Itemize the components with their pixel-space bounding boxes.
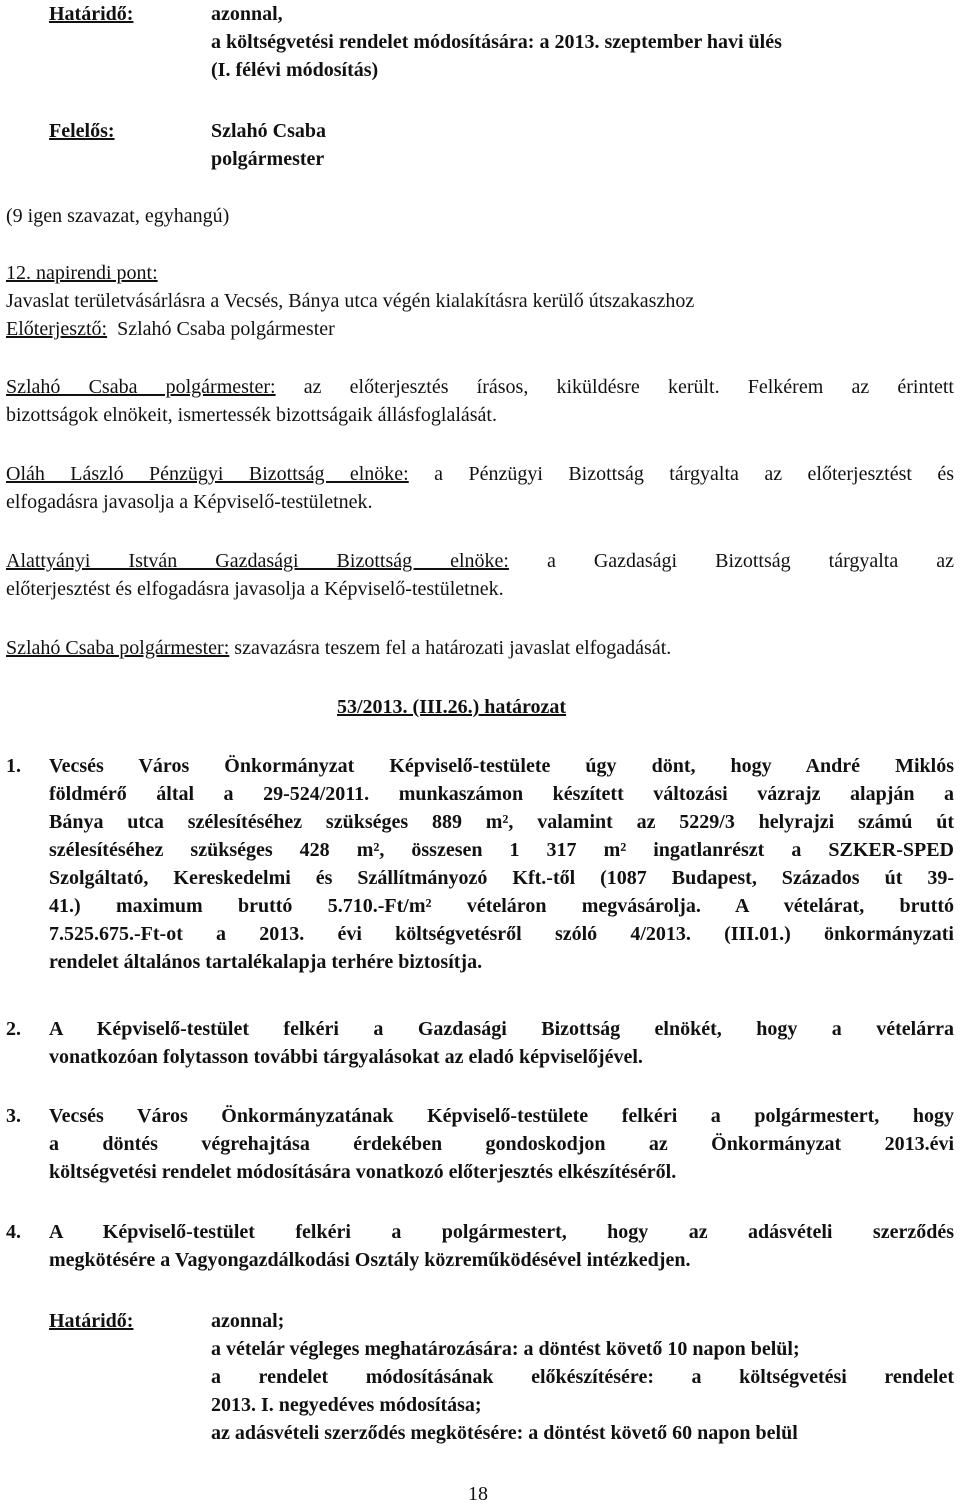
top-responsible-label: Felelős:: [49, 120, 115, 142]
item-line: földmérő által a 29-524/2011. munkaszámon készített változási vázrajz alapján a: [49, 783, 954, 805]
speaker: Alattyányi István Gazdasági Bizottság elnöke:: [6, 550, 509, 572]
statement-line: Szlahó Csaba polgármester: az előterjesztés írásos, kiküldésre került. Felkérem az érintett: [6, 376, 954, 398]
presenter-label: Előterjesztő:: [6, 318, 108, 340]
item-line: Vecsés Város Önkormányzat Képviselő-testülete úgy dönt, hogy André Miklós: [49, 755, 954, 777]
item-line: 41.) maximum bruttó 5.710.-Ft/m² vételáron megvásárolja. A vételárat, bruttó: [49, 895, 954, 917]
statement-mayor-vote: [6, 634, 954, 662]
top-responsible-title: polgármester: [211, 148, 325, 170]
item-line: rendelet általános tartalékalapja terhére biztosítja.: [49, 951, 483, 973]
speaker: Oláh László Pénzügyi Bizottság elnöke:: [6, 463, 409, 485]
resolution-item-1: [49, 752, 954, 976]
deadline-line: a vételár végleges meghatározására: a döntést követő 10 napon belül;: [211, 1338, 800, 1360]
top-deadline-label: Határidő:: [49, 3, 134, 25]
vote-result: (9 igen szavazat, egyhangú): [6, 205, 230, 227]
item-line: 7.525.675.-Ft-ot a 2013. évi költségvetésről szóló 4/2013. (III.01.) önkormányzati: [49, 923, 954, 945]
top-deadline-value-2: a költségvetési rendelet módosítására: a 2013. szeptember havi ülés: [211, 31, 782, 53]
item-line: a döntés végrehajtása érdekében gondoskodjon az Önkormányzat 2013.évi: [49, 1133, 954, 1155]
item-line: Szolgáltató, Kereskedelmi és Szállítmányozó Kft.-től (1087 Budapest, Százados út 39-: [49, 867, 954, 889]
item-line: vonatkozóan folytasson további tárgyalásokat az eladó képviselőjével.: [49, 1046, 643, 1068]
item-number: 3.: [6, 1105, 21, 1127]
statement-finance-committee: [6, 460, 954, 516]
agenda-presenter: [6, 315, 335, 343]
agenda-subject: Javaslat területvásárlásra a Vecsés, Bánya utca végén kialakításra kerülő útszakaszhoz: [6, 290, 695, 312]
statement-line: elfogadásra javasolja a Képviselő-testületnek.: [6, 491, 373, 513]
item-line: megkötésére a Vagyongazdálkodási Osztály közreműködésével intézkedjen.: [49, 1249, 691, 1271]
statement-line: Alattyányi István Gazdasági Bizottság elnöke: a Gazdasági Bizottság tárgyalta az: [6, 550, 954, 572]
deadline-line: az adásvételi szerződés megkötésére: a döntést követő 60 napon belül: [211, 1422, 798, 1444]
top-deadline-value-3: (I. félévi módosítás): [211, 59, 379, 81]
statement-line: előterjesztést és elfogadásra javasolja a Képviselő-testületnek.: [6, 578, 504, 600]
item-line: szélesítéséhez szükséges 428 m², összesen 1 317 m² ingatlanrészt a SZKER-SPED: [49, 839, 954, 861]
statement-line: Oláh László Pénzügyi Bizottság elnöke: a Pénzügyi Bizottság tárgyalta az előterjesztést és: [6, 463, 954, 485]
item-line: költségvetési rendelet módosítására vonatkozó előterjesztés elkészítéséről.: [49, 1161, 677, 1183]
speaker: Szlahó Csaba polgármester:: [6, 637, 230, 659]
page-number: 18: [468, 1483, 488, 1505]
top-deadline-value-1: azonnal,: [211, 3, 283, 25]
bottom-deadline-label: Határidő:: [49, 1310, 134, 1332]
statement-line: bizottságok elnökeit, ismertessék bizottságaik állásfoglalását.: [6, 404, 497, 426]
statement-mayor-intro: [6, 373, 954, 429]
deadline-line: a rendelet módosításának előkészítésére: a költségvetési rendelet: [211, 1366, 954, 1388]
item-number: 4.: [6, 1221, 21, 1243]
statement-economic-committee: [6, 547, 954, 603]
deadline-line: 2013. I. negyedéves módosítása;: [211, 1394, 482, 1416]
resolution-item-2: [49, 1015, 954, 1071]
bottom-deadline-values: [211, 1307, 954, 1447]
item-number: 1.: [6, 755, 21, 777]
speaker: Szlahó Csaba polgármester:: [6, 376, 276, 398]
resolution-item-4: [49, 1218, 954, 1274]
resolution-title: 53/2013. (III.26.) határozat: [337, 696, 567, 718]
item-line: Vecsés Város Önkormányzatának Képviselő-testülete felkéri a polgármestert, hogy: [49, 1105, 954, 1127]
statement-line: Szlahó Csaba polgármester: szavazásra teszem fel a határozati javaslat elfogadását.: [6, 637, 672, 659]
deadline-line: azonnal;: [211, 1310, 285, 1332]
item-line: A Képviselő-testület felkéri a polgármestert, hogy az adásvételi szerződés: [49, 1221, 954, 1243]
presenter-value: Szlahó Csaba polgármester: [117, 318, 335, 340]
agenda-heading: 12. napirendi pont:: [6, 262, 158, 284]
item-line: Bánya utca szélesítéséhez szükséges 889 m², valamint az 5229/3 helyrajzi számú út: [49, 811, 954, 833]
item-line: A Képviselő-testület felkéri a Gazdasági Bizottság elnökét, hogy a vételárra: [49, 1018, 954, 1040]
top-responsible-name: Szlahó Csaba: [211, 120, 327, 142]
resolution-item-3: [49, 1102, 954, 1186]
item-number: 2.: [6, 1018, 21, 1040]
